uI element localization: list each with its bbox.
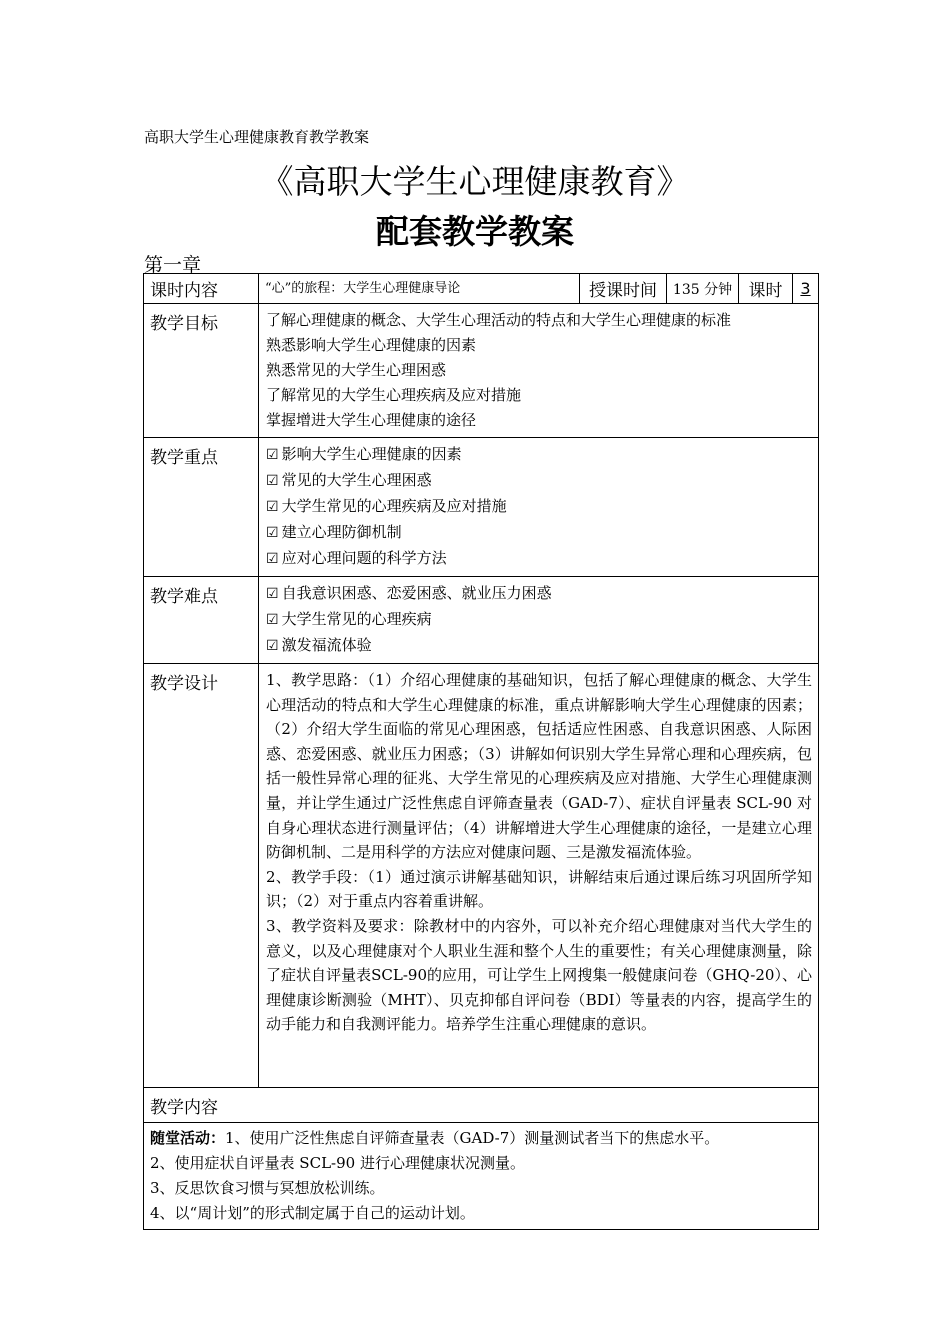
lesson-plan-table [143,273,819,1230]
chapter-heading: 第一章 [144,254,202,276]
row-lesson-info [144,274,819,304]
checkbox-checked-icon: ☑ [266,638,279,654]
key-point-item: ☑ 常见的大学生心理困惑 [266,471,432,489]
row-objectives [144,304,819,438]
teaching-time-label: 授课时间 [580,274,667,304]
checkbox-checked-icon: ☑ [266,586,279,602]
activity-label: 随堂活动： [150,1129,226,1147]
objectives-label: 教学目标 [144,304,259,438]
objective-item: 了解常见的大学生心理疾病及应对措施 [266,386,522,404]
document-title: 《高职大学生心理健康教育》 [260,162,690,201]
row-key-points [144,438,819,577]
activity-item: 2、使用症状自评量表 SCL-90 进行心理健康状况测量。 [150,1154,525,1172]
teaching-time-value: 135 分钟 [667,274,739,304]
key-point-item: ☑ 建立心理防御机制 [266,523,402,541]
key-points-label: 教学重点 [144,438,259,577]
activity-list [144,1123,819,1230]
objective-item: 掌握增进大学生心理健康的途径 [266,411,477,429]
row-design [144,664,819,1088]
objective-item: 熟悉影响大学生心理健康的因素 [266,336,477,354]
difficulties-list [259,577,819,664]
document-subtitle: 配套教学教案 [376,212,574,251]
objective-item: 了解心理健康的概念、大学生心理活动的特点和大学生心理健康的标准 [266,311,732,329]
checkbox-checked-icon: ☑ [266,551,279,567]
class-hours-label: 课时 [739,274,793,304]
checkbox-checked-icon: ☑ [266,499,279,515]
checkbox-checked-icon: ☑ [266,447,279,463]
activity-item: 4、以“周计划”的形式制定属于自己的运动计划。 [150,1204,475,1222]
class-hours-value: 3 [793,274,819,304]
difficulty-item: ☑ 激发福流体验 [266,636,372,654]
lesson-content-label: 课时内容 [144,274,259,304]
design-text [259,664,819,1088]
design-paragraph: 3、教学资料及要求：除教材中的内容外，可以补充介绍心理健康对当代大学生的意义，以及心理健康对个人职业生涯和整个人生的重要性；有关心理健康测量，除了症状自评量表SCL-90的应用，可让学生上网搜集一般健康问卷（GHQ-20）、心理健康诊断测验（MHT）、贝克抑郁自评问卷（BDI）等量表的内容，提高学生的动手能力和自我测评能力。培养学生注重心理健康的意识。 [266,916,812,1034]
design-label: 教学设计 [144,664,259,1088]
key-point-item: ☑ 应对心理问题的科学方法 [266,549,447,567]
row-difficulties [144,577,819,664]
difficulties-label: 教学难点 [144,577,259,664]
objective-item: 熟悉常见的大学生心理困惑 [266,361,447,379]
design-paragraph: 1、教学思路：（1）介绍心理健康的基础知识，包括了解心理健康的概念、大学生心理活动的特点和大学生心理健康的标准，重点讲解影响大学生心理健康的因素；（2）介绍大学生面临的常见心理困惑，包括适应性困惑、自我意识困惑、人际困惑、恋爱困惑、就业压力困惑；（3）讲解如何识别大学生异常心理和心理疾病，包括一般性异常心理的征兆、大学生常见的心理疾病及应对措施、大学生心理健康测量，并让学生通过广泛性焦虑自评筛查量表（GAD-7）、症状自评量表 SCL-90 对自身心理状态进行测量评估；（4）讲解增进大学生心理健康的途径，一是建立心理防御机制、二是用科学的方法应对健康问题、三是激发福流体验。 [266,671,812,862]
difficulty-item: ☑ 自我意识困惑、恋爱困惑、就业压力困惑 [266,584,552,602]
checkbox-checked-icon: ☑ [266,525,279,541]
row-content-header [144,1088,819,1123]
key-point-item: ☑ 影响大学生心理健康的因素 [266,445,462,463]
activity-item: 3、反思饮食习惯与冥想放松训练。 [150,1179,385,1197]
header-note: 高职大学生心理健康教育教学教案 [144,128,370,146]
activity-item: 随堂活动：1、使用广泛性焦虑自评筛查量表（GAD-7）测量测试者当下的焦虑水平。 [150,1129,720,1147]
checkbox-checked-icon: ☑ [266,473,279,489]
difficulty-item: ☑ 大学生常见的心理疾病 [266,610,432,628]
key-points-list [259,438,819,577]
lesson-topic: “心”的旅程：大学生心理健康导论 [259,274,580,304]
objectives-list [259,304,819,438]
design-paragraph: 2、教学手段：（1）通过演示讲解基础知识，讲解结束后通过课后练习巩固所学知识；（2）对于重点内容着重讲解。 [266,867,812,911]
content-label: 教学内容 [144,1088,819,1123]
key-point-item: ☑ 大学生常见的心理疾病及应对措施 [266,497,507,515]
checkbox-checked-icon: ☑ [266,612,279,628]
row-content-body [144,1123,819,1230]
